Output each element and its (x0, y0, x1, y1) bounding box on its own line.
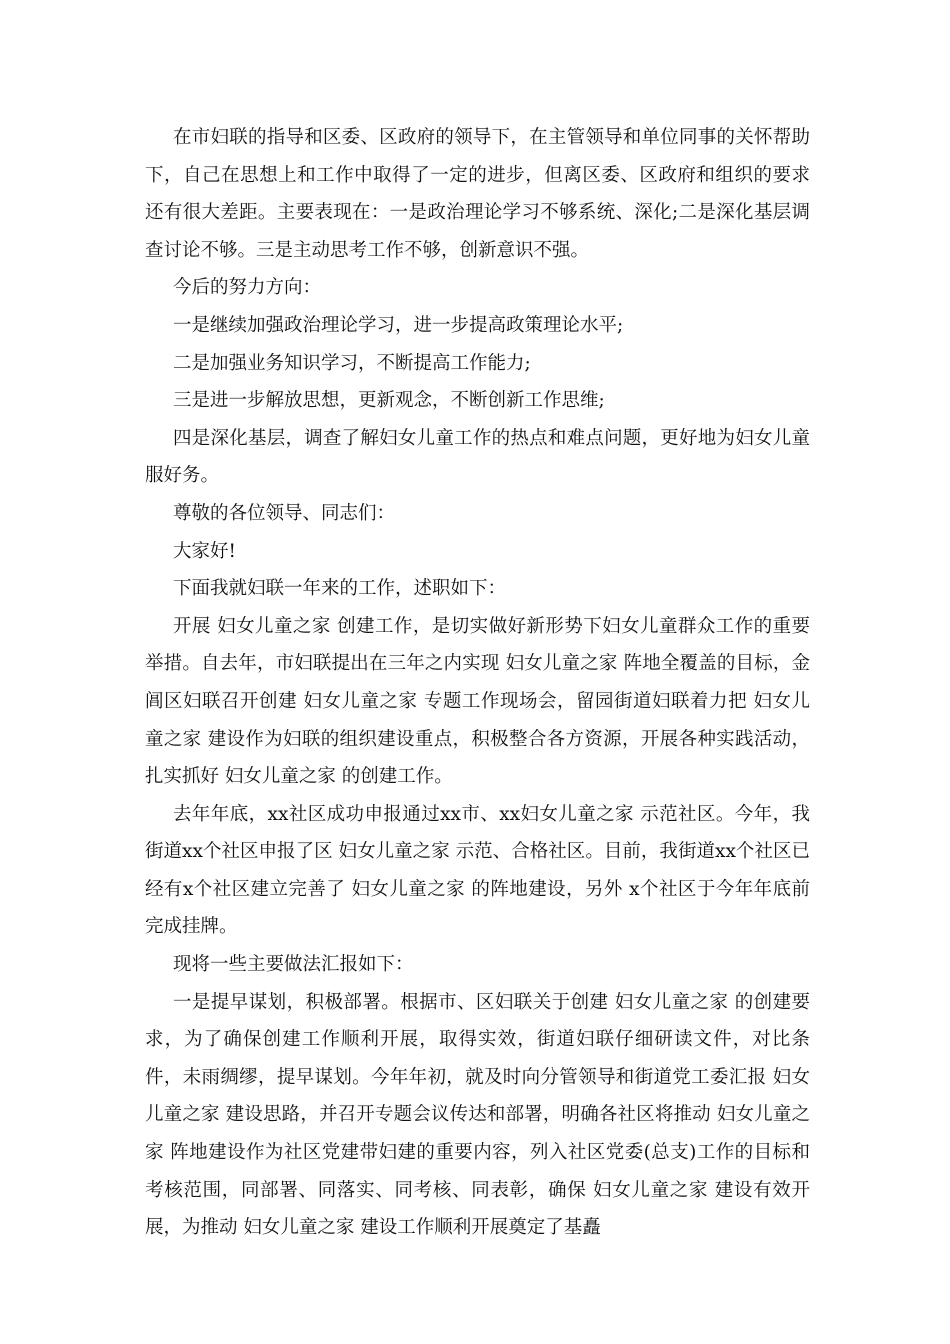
document-page (145, 119, 810, 1247)
paragraph-13: 一是提早谋划，积极部署。根据市、区妇联关于创建 妇女儿童之家 的创建要求，为了确保创建工作顺利开展，取得实效，街道妇联仔细研读文件，对比条件，未雨绸缪，提早谋划。今年年初，就及时向分管领导和街道党工委汇报 妇女儿童之家 建设思路，并召开专题会议传达和部署，明确各社区将推动 妇女儿童之家 阵地建设作为社区党建带妇建的重要内容，列入社区党委(总支)工作的目标和考核范围，同部署、同落实、同考核、同表彰，确保 妇女儿童之家 建设有效开展，为推动 妇女儿童之家 建设工作顺利开展奠定了基矗 (145, 991, 810, 1239)
paragraph-7: 尊敬的各位领导、同志们： (173, 502, 396, 524)
paragraph-1: 在市妇联的指导和区委、区政府的领导下，在主管领导和单位同事的关怀帮助下，自己在思想上和工作中取得了一定的进步，但离区委、区政府和组织的要求还有很大差距。主要表现在：一是政治理论学习不够系统、深化;二是深化基层调查讨论不够。三是主动思考工作不够，创新意识不强。 (145, 127, 810, 261)
paragraph-4: 二是加强业务知识学习，不断提高工作能力; (173, 352, 531, 374)
paragraph-8: 大家好! (173, 540, 236, 562)
paragraph-2: 今后的努力方向： (173, 277, 322, 299)
paragraph-11: 去年年底，xx社区成功申报通过xx市、xx妇女儿童之家 示范社区。今年，我街道xx个社区申报了区 妇女儿童之家 示范、合格社区。目前，我街道xx个社区已经有x个社区建立完善了 妇女儿童之家 的阵地建设，另外 x个社区于今年年底前完成挂牌。 (145, 803, 810, 938)
paragraph-5: 三是进一步解放思想，更新观念，不断创新工作思维; (173, 390, 605, 412)
paragraph-6: 四是深化基层，调查了解妇女儿童工作的热点和难点问题，更好地为妇女儿童服好务。 (145, 427, 810, 487)
paragraph-3: 一是继续加强政治理论学习，进一步提高政策理论水平; (173, 314, 624, 336)
paragraph-10: 开展 妇女儿童之家 创建工作，是切实做好新形势下妇女儿童群众工作的重要举措。自去年，市妇联提出在三年之内实现 妇女儿童之家 阵地全覆盖的目标，金阊区妇联召开创建 妇女儿童之家 专题工作现场会，留园街道妇联着力把 妇女儿童之家 建设作为妇联的组织建设重点，积极整合各方资源，开展各种实践活动，扎实抓好 妇女儿童之家 的创建工作。 (145, 615, 810, 788)
paragraph-12: 现将一些主要做法汇报如下： (173, 954, 414, 976)
paragraph-9: 下面我就妇联一年来的工作，述职如下： (173, 578, 507, 600)
